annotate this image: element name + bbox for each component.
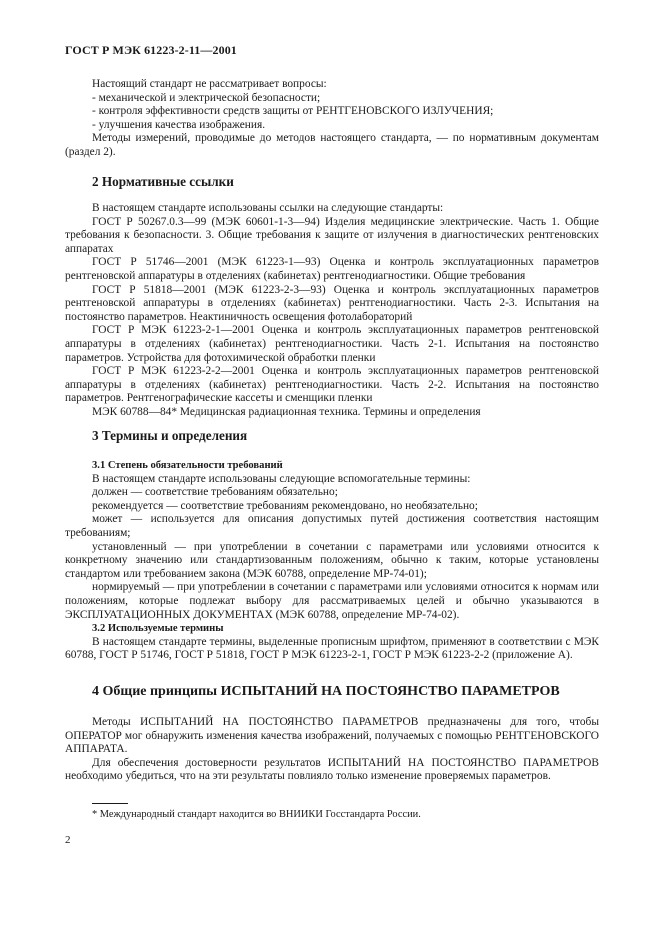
subsection-3-2-heading: 3.2 Используемые термины: [92, 623, 224, 635]
term-definition: нормируемый — при употреблении в сочетании с параметрами или условиями относится к нормам или положениям, которые подлежат выбору для рассматриваемых целей и обычно указываются в ЭКСПЛУАТАЦИОННЫХ ДОКУМЕНТАХ (МЭК 60788, определение МР-74-02).: [65, 581, 599, 621]
section-2-heading: 2 Нормативные ссылки: [92, 174, 234, 189]
section-4-paragraph: Методы ИСПЫТАНИЙ НА ПОСТОЯНСТВО ПАРАМЕТРОВ предназначены для того, чтобы ОПЕРАТОР мог обнаружить изменения качества изображений, получаемых с помощью РЕНТГЕНОВСКОГО АППАРАТА.: [65, 716, 599, 756]
reference-item: ГОСТ Р 50267.0.3—99 (МЭК 60601-1-3—94) Изделия медицинские электрические. Часть 1. Общие требования к безопасности. 3. Общие требования к защите от излучения в диагностических рентгеновских аппаратах: [65, 215, 599, 255]
reference-item: ГОСТ Р МЭК 61223-2-1—2001 Оценка и контроль эксплуатационных параметров рентгеновской аппаратуры в отделениях (кабинетах) рентгенодиагностики. Часть 2-1. Испытания на постоянство параметров. Устройства для фотохимической обработки пленки: [65, 324, 599, 364]
page-header: ГОСТ Р МЭК 61223-2-11—2001: [65, 43, 237, 57]
section-2-body: [65, 202, 599, 420]
terms-used-paragraph: В настоящем стандарте термины, выделенные прописным шрифтом, применяют в соответствии с МЭК 60788, ГОСТ Р 51746, ГОСТ Р 51818, ГОСТ Р МЭК 61223-2-1, ГОСТ Р МЭК 61223-2-2 (приложение А).: [65, 635, 599, 662]
section-4-heading: 4 Общие принципы ИСПЫТАНИЙ НА ПОСТОЯНСТВО ПАРАМЕТРОВ: [92, 684, 560, 699]
footnote-divider: [92, 803, 128, 804]
reference-item: ГОСТ Р МЭК 61223-2-2—2001 Оценка и контроль эксплуатационных параметров рентгеновской аппаратуры в отделениях (кабинетах) рентгенодиагностики. Часть 2-2. Испытания на постоянство параметров. Рентгенографические кассеты и сменщики пленки: [65, 365, 599, 405]
term-definition: установленный — при употреблении в сочетании с параметрами или условиями относится к конкретному значению или стандартизованным положениям, обычно к таким, которые установлены стандартом или требованием закона (МЭК 60788, определение МР-74-01);: [65, 540, 599, 580]
intro-lead: Настоящий стандарт не рассматривает вопросы:: [92, 78, 327, 90]
term-definition: может — используется для описания допустимых путей достижения соответствия настоящим требованиям;: [65, 513, 599, 539]
intro-methods: Методы измерений, проводимые до методов настоящего стандарта, — по нормативным документам (раздел 2).: [65, 132, 599, 158]
section-3-heading: 3 Термины и определения: [92, 428, 248, 443]
reference-item: ГОСТ Р 51746—2001 (МЭК 61223-1—93) Оценка и контроль эксплуатационных параметров рентгеновской аппаратуры в отделениях (кабинетах) рентгенодиагностики. Общие требования: [65, 256, 599, 282]
intro-item: - улучшения качества изображения.: [92, 118, 266, 131]
section-4-paragraph: Для обеспечения достоверности результатов ИСПЫТАНИЙ НА ПОСТОЯНСТВО ПАРАМЕТРОВ необходимо убедиться, что на эти результаты повлияло только изменение проверяемых параметров.: [65, 756, 599, 783]
references-lead: В настоящем стандарте использованы ссылки на следующие стандарты:: [92, 202, 444, 214]
section-4-body: [65, 716, 599, 784]
term-definition: должен — соответствие требованиям обязательно;: [92, 486, 338, 499]
page-number: 2: [65, 834, 71, 846]
section-3-body: [65, 459, 599, 663]
subsection-3-1-heading: 3.1 Степень обязательности требований: [92, 460, 283, 471]
intro-item: - механической и электрической безопасности;: [92, 91, 321, 104]
reference-item: МЭК 60788—84* Медицинская радиационная техника. Термины и определения: [92, 405, 481, 418]
intro-block: [65, 78, 599, 160]
term-definition: рекомендуется — соответствие требованиям рекомендовано, но необязательно;: [92, 499, 478, 512]
terms-lead: В настоящем стандарте использованы следующие вспомогательные термины:: [92, 472, 471, 485]
intro-item: - контроля эффективности средств защиты от РЕНТГЕНОВСКОГО ИЗЛУЧЕНИЯ;: [92, 105, 494, 118]
footnote: * Международный стандарт находится во ВНИИКИ Госстандарта России.: [92, 809, 421, 820]
reference-item: ГОСТ Р 51818—2001 (МЭК 61223-2-3—93) Оценка и контроль эксплуатационных параметров рентгеновской аппаратуры в отделениях (кабинетах) рентгенодиагностики. Часть 2-3. Испытания на постоянство параметров. Неактиничность освещения фотолабораторий: [65, 283, 599, 323]
